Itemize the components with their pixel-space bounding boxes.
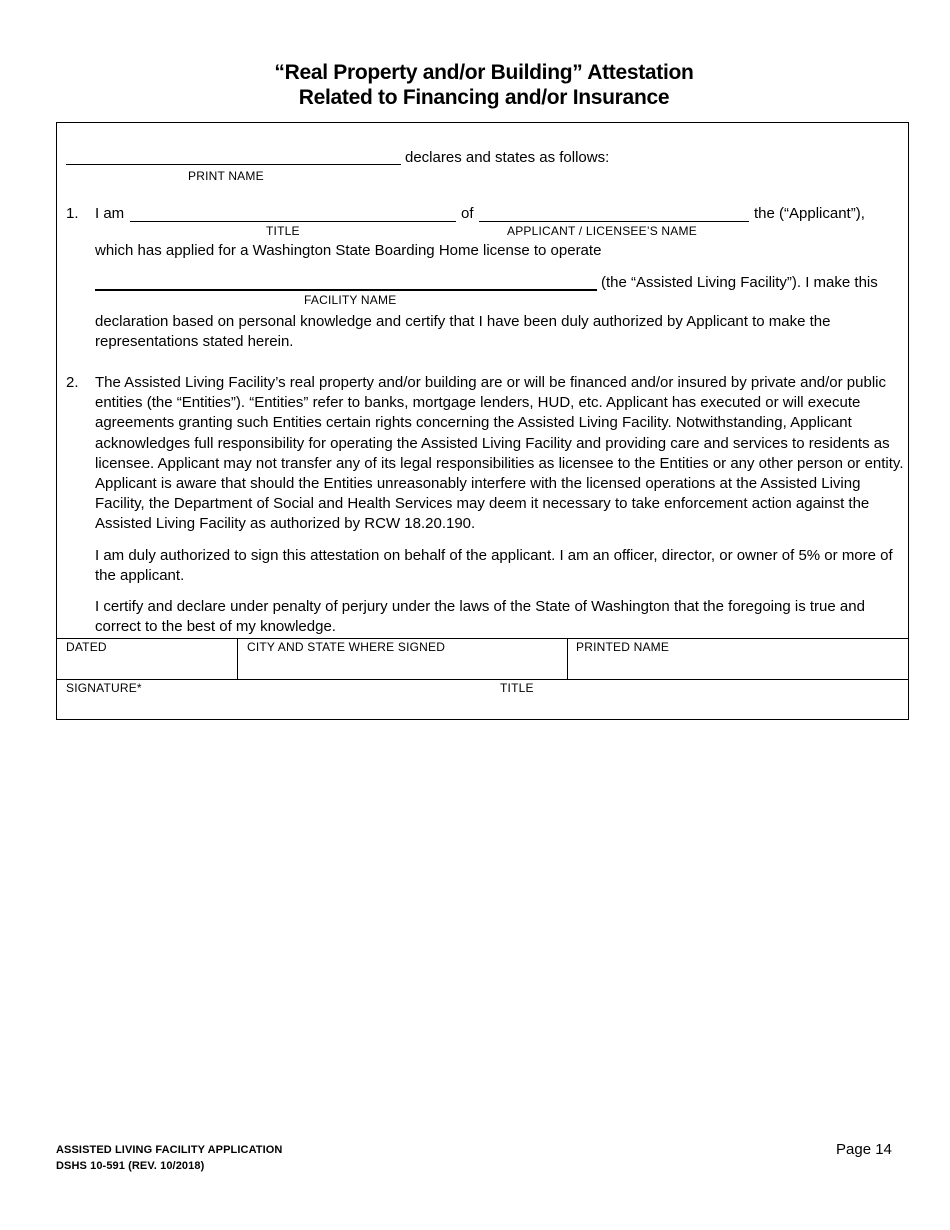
- footer-form-name: ASSISTED LIVING FACILITY APPLICATION: [56, 1144, 283, 1156]
- declares-text: declares and states as follows:: [405, 149, 610, 166]
- item2-number: 2.: [66, 374, 79, 391]
- title-label: TITLE: [266, 224, 300, 238]
- applicant-name-field[interactable]: [479, 202, 749, 222]
- facility-name-field[interactable]: [95, 271, 597, 291]
- printed-name-field[interactable]: [569, 654, 907, 677]
- item2-text: The Assisted Living Facility’s real property and/or building are or will be financed and/or insured by private and/or public entities (the “Entities”). “Entities” refer to banks, mortgage lenders, HUD, etc. Applicant has executed or will execute agreements granting such Entities certain rights concerning the Assisted Living Facility. Notwithstanding, Applicant acknowledges full responsibility for operating the Assisted Living Facility and providing care and services to residents as licensee. Applicant may not transfer any of its legal responsibilities as licensee to the Entities or any other person or entity. Applicant is aware that should the Entities unreasonably interfere with the licensed operations at the Assisted Living Facility, the Department of Social and Health Services may deem it necessary to take enforcement action against the Assisted Living Facility as authorized by RCW 18.20.190.: [95, 374, 904, 533]
- applicant-label: APPLICANT / LICENSEE’S NAME: [507, 224, 697, 238]
- facility-name-label: FACILITY NAME: [304, 293, 397, 307]
- dated-field[interactable]: [58, 654, 235, 677]
- page-title-line2: Related to Financing and/or Insurance: [298, 86, 670, 109]
- table-middle-border: [56, 679, 909, 680]
- print-name-field[interactable]: [66, 145, 401, 165]
- item1-of: of: [461, 205, 474, 222]
- signature-field[interactable]: [58, 695, 488, 718]
- item1-facility-suffix: (the “Assisted Living Facility”). I make this: [601, 274, 878, 291]
- certify-text: I certify and declare under penalty of perjury under the laws of the State of Washington that the foregoing is true and correct to the best of my knowledge.: [95, 598, 865, 636]
- city-state-label: CITY AND STATE WHERE SIGNED: [247, 640, 446, 654]
- footer-form-number: DSHS 10-591 (REV. 10/2018): [56, 1160, 205, 1172]
- table-top-border: [56, 638, 909, 639]
- printed-name-label: PRINTED NAME: [576, 640, 670, 654]
- signature-label: SIGNATURE*: [66, 681, 142, 695]
- title-field[interactable]: [130, 202, 456, 222]
- item1-i-am: I am: [95, 205, 125, 222]
- item1-declaration-text: declaration based on personal knowledge and certify that I have been duly authorized by Applicant to make the representations stated herein.: [95, 313, 831, 351]
- table-divider-2: [567, 638, 568, 679]
- item1-number: 1.: [66, 205, 79, 222]
- city-state-field[interactable]: [239, 654, 565, 677]
- dated-label: DATED: [66, 640, 107, 654]
- item1-the-applicant: the (“Applicant”),: [754, 205, 865, 222]
- authorized-text: I am duly authorized to sign this attestation on behalf of the applicant. I am an officer, director, or owner of 5% or more of the applicant.: [95, 547, 893, 585]
- page-title-line1: “Real Property and/or Building” Attestation: [274, 61, 694, 84]
- table-divider-1: [237, 638, 238, 679]
- sig-title-label: TITLE: [500, 681, 534, 695]
- page-number: Page 14: [836, 1141, 892, 1158]
- item1-applied-text: which has applied for a Washington State Boarding Home license to operate: [95, 242, 602, 259]
- print-name-label: PRINT NAME: [188, 169, 264, 183]
- sig-title-field[interactable]: [492, 695, 907, 718]
